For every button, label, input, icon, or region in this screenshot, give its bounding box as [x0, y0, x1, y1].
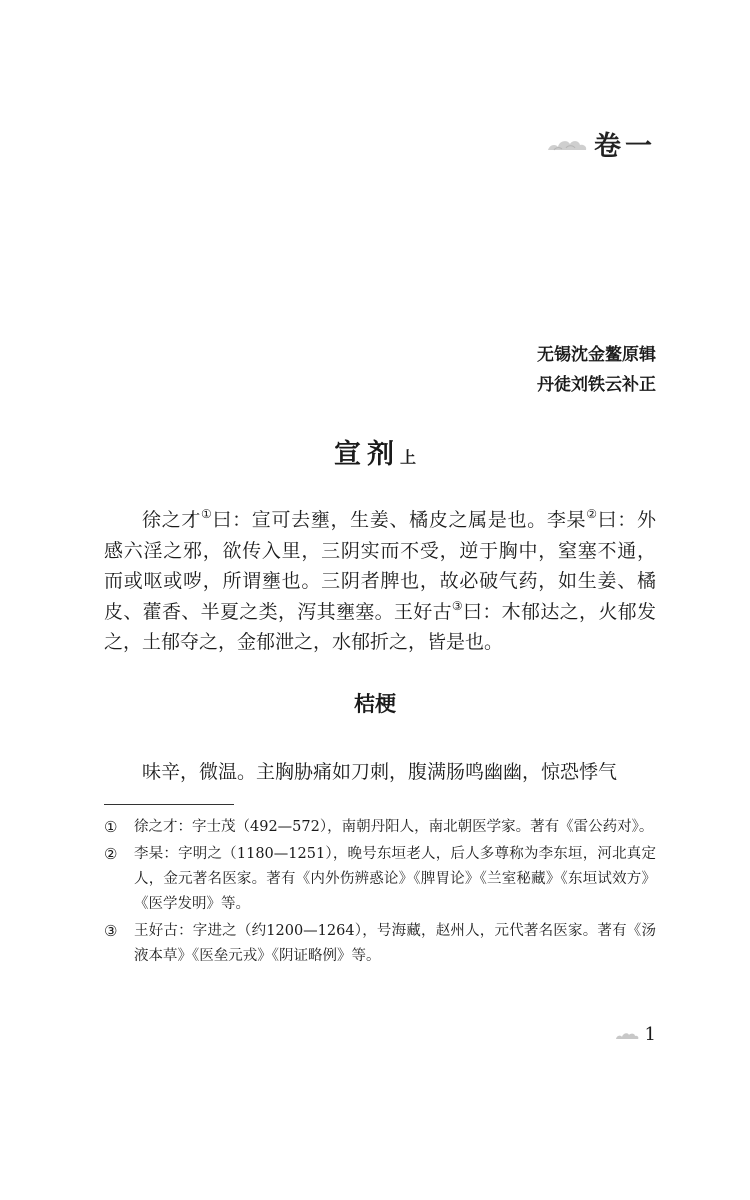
editors-block	[537, 340, 656, 400]
cloud-ornament-icon	[615, 1029, 639, 1041]
footnote-number: ①	[104, 818, 118, 836]
footnote-text: 王好古：字进之（约1200—1264），号海藏，赵州人，元代著名医家。著有《汤液本草》《医垒元戎》《阴证略例》等。	[134, 923, 656, 964]
chapter-title: 卷一	[594, 131, 656, 162]
body-paragraph	[104, 505, 656, 658]
paragraph-line: 味辛，微温。主胸胁痛如刀刺，腹满肠鸣幽幽，惊恐悸气	[142, 761, 618, 783]
footnote-text: 徐之才：字士茂（492—572），南朝丹阳人，南北朝医学家。著有《雷公药对》。	[134, 819, 654, 835]
paragraph-line: 感六淫之邪，欲传入里，三阴实而不受，逆于胸中，窒塞不通，	[104, 539, 656, 562]
footnote-text: 李杲：字明之（1180—1251），晚号东垣老人，后人多尊称为李东垣，河北真定人，金元著名医家。著有《内外伤辨惑论》《脾胃论》《兰室秘藏》《东垣试效方》《医学发明》等。	[134, 846, 656, 912]
footnote-ref[interactable]: ②	[586, 507, 598, 521]
paragraph-line: 之，土郁夺之，金郁泄之，水郁折之，皆是也。	[104, 631, 504, 654]
footnote-divider	[104, 804, 234, 805]
editor-line: 无锡沈金鳌原辑	[537, 345, 656, 365]
editor-line: 丹徒刘铁云补正	[537, 375, 656, 395]
paragraph-line: 皮、藿香、半夏之类，泻其壅塞。王好古③曰：木郁达之，火郁发	[104, 598, 656, 623]
footnote-ref[interactable]: ①	[201, 507, 213, 521]
footnote	[104, 842, 656, 917]
herb-title: 桔梗	[354, 692, 396, 716]
footnote-ref[interactable]: ③	[451, 598, 464, 613]
section-title-sub: 上	[399, 448, 416, 467]
section-title	[0, 432, 750, 471]
footnote	[104, 815, 656, 840]
footnote-number: ②	[104, 845, 118, 863]
herb-paragraph	[104, 757, 656, 788]
chapter-heading	[546, 124, 656, 163]
page-number: 1	[644, 1024, 656, 1045]
page-footer	[615, 1024, 656, 1045]
footnote-number: ③	[104, 922, 118, 940]
footnotes	[104, 815, 656, 971]
footnote	[104, 919, 656, 969]
paragraph-line: 而或呕或哕，所谓壅也。三阴者脾也，故必破气药，如生姜、橘	[104, 570, 656, 593]
section-title-main: 宣剂	[333, 439, 400, 470]
paragraph-line: 徐之才①曰：宣可去壅，生姜、橘皮之属是也。李杲②曰：外	[142, 507, 656, 531]
cloud-ornament-icon	[546, 134, 588, 154]
